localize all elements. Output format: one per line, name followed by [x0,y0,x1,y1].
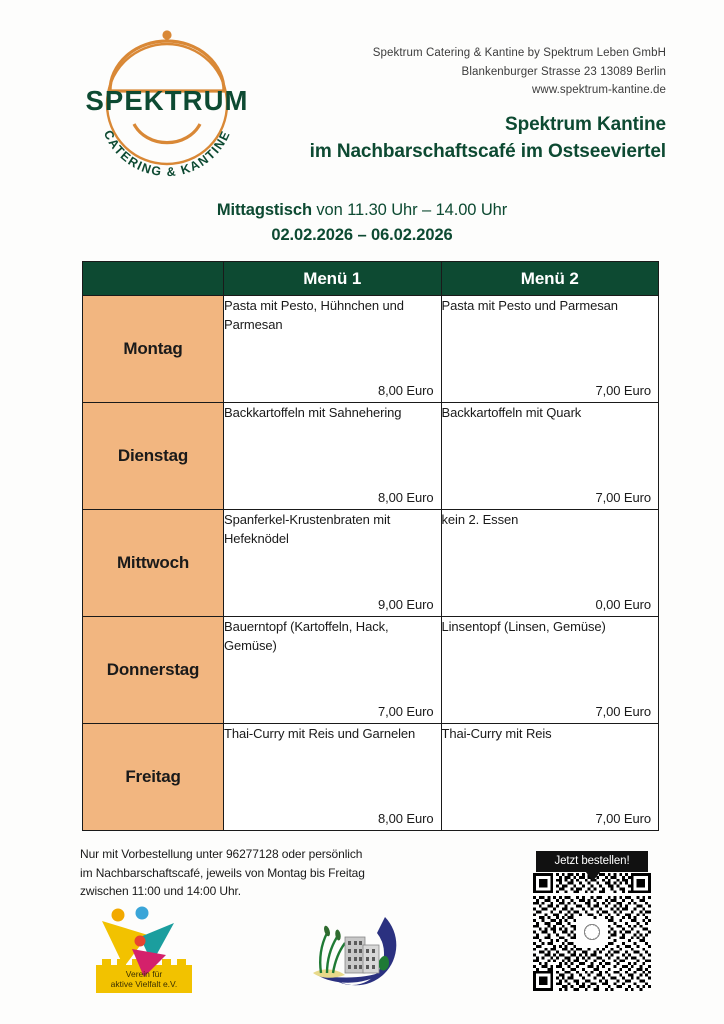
dish-name: Thai-Curry mit Reis [441,726,552,741]
menu-cell-freitag-1 [224,724,442,831]
dish-price: 8,00 Euro [378,490,434,505]
logo-wordmark: SPEKTRUM [85,85,249,116]
dish-name: Backkartoffeln mit Sahnehering [224,405,402,420]
contact-line-website: www.spektrum-kantine.de [532,84,666,97]
lunch-hours: von 11.30 Uhr – 14.00 Uhr [311,201,508,219]
day-label-montag: Montag [83,296,224,403]
header-menu-1: Menü 1 [224,262,442,296]
dish-price: 8,00 Euro [378,383,434,398]
menu-cell-dienstag-2 [441,403,659,510]
day-label-mittwoch: Mittwoch [83,510,224,617]
weekly-menu-table [82,261,659,831]
qr-code-icon[interactable] [533,873,651,991]
lunch-info [0,198,724,248]
partner-logo-verein-line2: aktive Vielfalt e.V. [110,979,178,989]
table-row [83,403,659,510]
page-title-line2: im Nachbarschaftscafé im Ostseeviertel [309,140,666,162]
dish-name: kein 2. Essen [441,512,519,527]
dish-price: 7,00 Euro [595,490,651,505]
table-row [83,617,659,724]
order-instructions-line2: im Nachbarschaftscafé, jeweils von Montag bis Freitag [80,865,365,880]
dish-price: 9,00 Euro [378,597,434,612]
dish-name: Spanferkel-Krustenbraten mit Hefeknödel [224,512,391,547]
menu-cell-montag-1 [224,296,442,403]
dish-price: 7,00 Euro [595,383,651,398]
day-label-donnerstag: Donnerstag [83,617,224,724]
order-instructions-line3: zwischen 11:00 und 14:00 Uhr. [80,884,241,899]
day-label-dienstag: Dienstag [83,403,224,510]
order-qr-block[interactable] [531,851,653,991]
partner-logo-ostseeviertel [297,903,401,989]
page-header [0,0,724,190]
dish-name: Bauerntopf (Kartoffeln, Hack, Gemüse) [224,619,389,654]
dish-name: Thai-Curry mit Reis und Garnelen [224,726,416,741]
spektrum-logo-svg [72,28,262,178]
dish-price: 8,00 Euro [378,811,434,826]
partner-logo-verein-vielfalt [88,897,200,997]
lunch-hours-line [0,198,724,223]
dish-name: Linsentopf (Linsen, Gemüse) [441,619,606,634]
dish-price: 0,00 Euro [595,597,651,612]
spektrum-logo [72,28,262,178]
menu-cell-freitag-2 [441,724,659,831]
table-row [83,724,659,831]
dish-price: 7,00 Euro [595,704,651,719]
dish-name: Backkartoffeln mit Quark [441,405,582,420]
contact-info [373,44,666,100]
lunch-date-range: 02.02.2026 – 06.02.2026 [271,225,453,244]
order-instructions-line1: Nur mit Vorbestellung unter 96277128 oder persönlich [80,847,363,861]
dish-name: Pasta mit Pesto und Parmesan [441,298,618,313]
contact-line-company: Spektrum Catering & Kantine by Spektrum Leben GmbH [372,47,666,59]
header-menu-2: Menü 2 [441,262,659,296]
header-day-column [83,262,224,296]
partner-logo-verein-line1: Verein für [125,969,163,979]
page-title [310,112,666,166]
table-row [83,510,659,617]
menu-cell-mittwoch-2 [441,510,659,617]
day-label-freitag: Freitag [83,724,224,831]
page-title-line1: Spektrum Kantine [505,114,666,135]
menu-cell-donnerstag-1 [224,617,442,724]
contact-line-address: Blankenburger Strasse 23 13089 Berlin [461,65,666,78]
table-row [83,296,659,403]
menu-cell-donnerstag-2 [441,617,659,724]
menu-cell-mittwoch-1 [224,510,442,617]
dish-name: Pasta mit Pesto, Hühnchen und Parmesan [224,298,404,333]
menu-cell-montag-2 [441,296,659,403]
lunch-label: Mittagstisch [216,201,312,219]
order-instructions [80,845,365,901]
svg-text:CATERING & KANTINE [101,128,234,178]
qr-callout-label: Jetzt bestellen! [536,851,648,872]
dish-price: 7,00 Euro [595,811,651,826]
logo-tagline: CATERING & KANTINE [100,127,234,178]
dish-price: 7,00 Euro [378,704,434,719]
table-header-row [83,262,659,296]
menu-cell-dienstag-1 [224,403,442,510]
